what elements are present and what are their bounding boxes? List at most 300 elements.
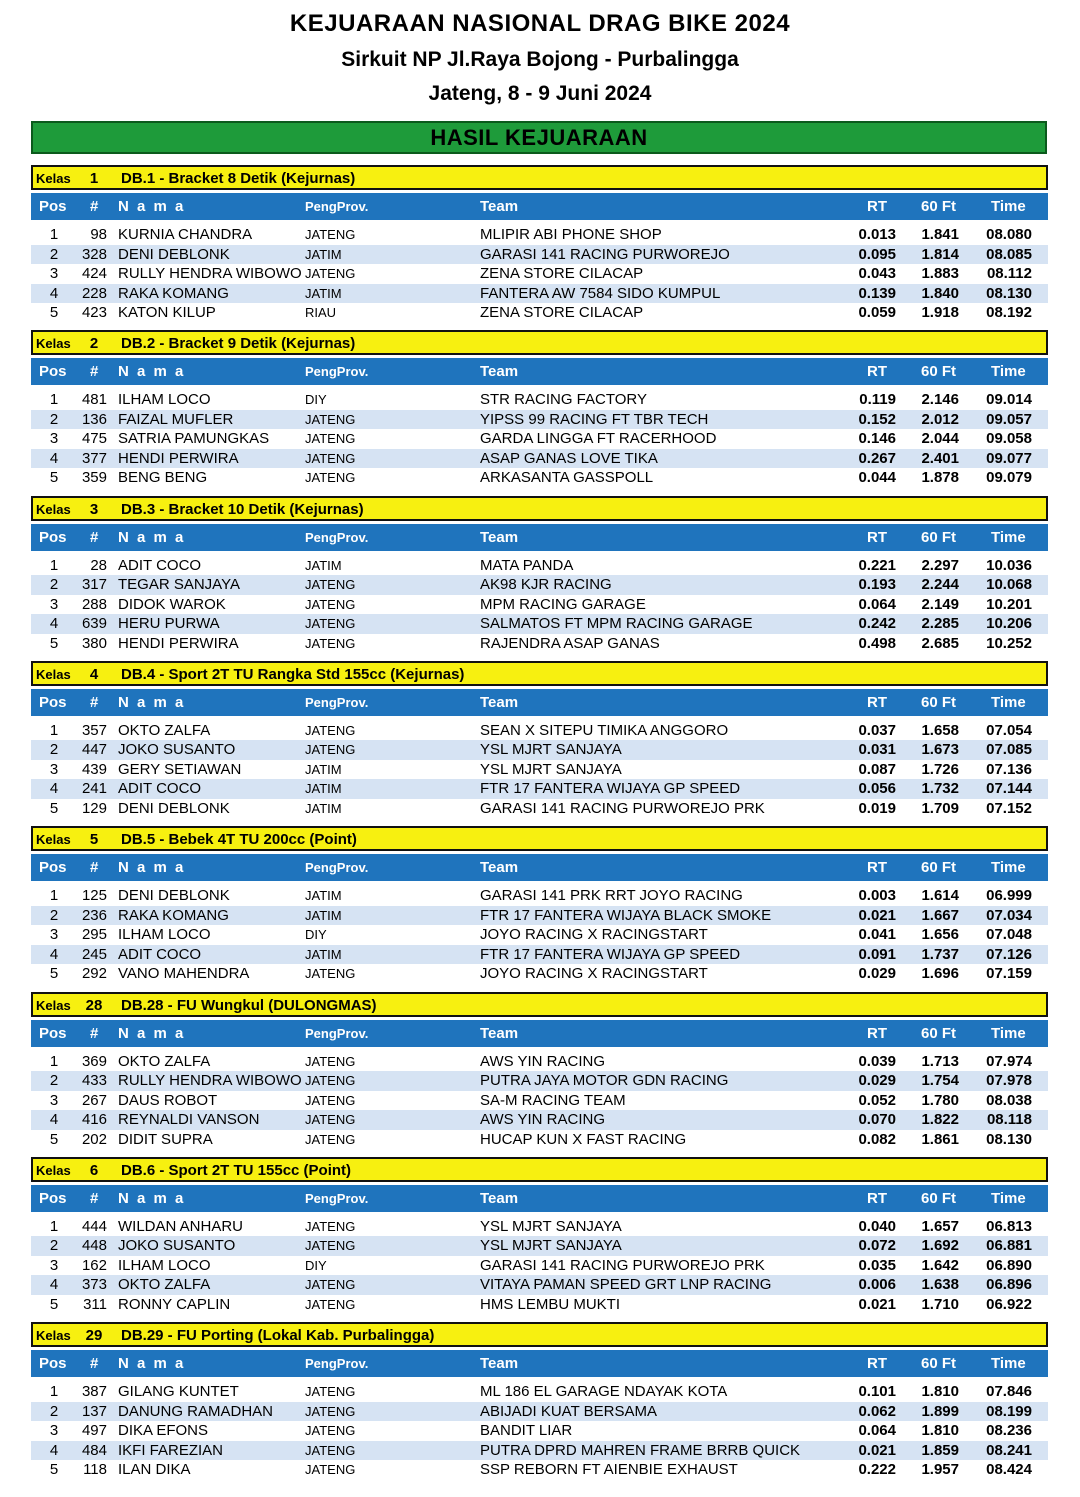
cell-no: 357	[81, 721, 107, 739]
cell-rt: 0.064	[858, 595, 896, 613]
table-row	[31, 1421, 1048, 1441]
cell-pos: 2	[49, 1402, 59, 1420]
cell-rt: 0.021	[858, 906, 896, 924]
cell-rt: 0.146	[858, 430, 896, 448]
kelas-name: DB.3 - Bracket 10 Detik (Kejurnas)	[121, 500, 364, 518]
cell-sixty: 1.673	[921, 741, 959, 759]
cell-nama: DAUS ROBOT	[118, 1091, 218, 1109]
kelas-label: Kelas	[36, 501, 71, 517]
cell-sixty: 1.709	[921, 799, 959, 817]
column-header-pos: Pos	[39, 363, 67, 381]
table-row	[31, 284, 1048, 304]
cell-team: ZENA STORE CILACAP	[480, 304, 644, 321]
cell-prov: JATIM	[305, 800, 342, 816]
cell-time: 07.054	[986, 721, 1032, 739]
cell-sixty: 1.696	[921, 965, 959, 983]
cell-prov: JATENG	[305, 1442, 356, 1458]
cell-prov: JATENG	[305, 1403, 356, 1419]
cell-pos: 3	[49, 1256, 59, 1274]
cell-prov: JATIM	[305, 557, 342, 573]
column-header-sixty: 60 Ft	[921, 363, 957, 381]
column-header-sixty: 60 Ft	[921, 198, 957, 215]
column-header-nama: N a m a	[118, 198, 186, 215]
cell-rt: 0.064	[858, 1422, 896, 1440]
table-header-row	[31, 1185, 1048, 1212]
cell-rt: 0.029	[858, 965, 896, 983]
column-header-rt: RT	[867, 1024, 887, 1042]
cell-no: 328	[81, 245, 107, 263]
cell-nama: WILDAN ANHARU	[118, 1217, 244, 1235]
cell-nama: TEGAR SANJAYA	[118, 576, 240, 594]
column-header-rt: RT	[867, 859, 887, 877]
cell-team: FTR 17 FANTERA WIJAYA GP SPEED	[480, 780, 741, 798]
cell-pos: 1	[49, 226, 59, 243]
class-section	[31, 496, 1048, 652]
cell-time: 08.424	[986, 1461, 1032, 1479]
column-header-prov: PengProv.	[305, 1190, 369, 1206]
cell-rt: 0.222	[858, 1461, 896, 1479]
cell-team: GARASI 141 RACING PURWOREJO PRK	[480, 1256, 765, 1274]
cell-time: 07.085	[986, 741, 1032, 759]
cell-nama: DANUNG RAMADHAN	[118, 1402, 274, 1420]
cell-prov: JATENG	[305, 431, 356, 447]
cell-time: 06.999	[986, 887, 1032, 905]
cell-time: 06.922	[986, 1295, 1032, 1313]
kelas-bar	[31, 1157, 1048, 1182]
table-row	[31, 1071, 1048, 1091]
cell-rt: 0.035	[858, 1256, 896, 1274]
cell-sixty: 2.401	[921, 449, 959, 467]
table-header-row	[31, 1020, 1048, 1047]
cell-pos: 2	[49, 410, 59, 428]
column-header-nama: N a m a	[118, 859, 186, 877]
table-row	[31, 886, 1048, 906]
cell-no: 423	[81, 304, 107, 321]
cell-prov: JATENG	[305, 227, 356, 242]
cell-team: GARASI 141 RACING PURWOREJO PRK	[480, 799, 765, 817]
cell-team: SA-M RACING TEAM	[480, 1091, 626, 1109]
cell-nama: DENI DEBLONK	[118, 887, 230, 905]
cell-pos: 5	[49, 965, 59, 983]
cell-sixty: 2.012	[921, 410, 959, 428]
cell-no: 424	[81, 265, 107, 282]
cell-rt: 0.087	[858, 760, 896, 778]
cell-no: 98	[90, 226, 107, 243]
cell-team: YSL MJRT SANJAYA	[480, 741, 622, 759]
event-date: Jateng, 8 - 9 Juni 2024	[428, 82, 652, 105]
cell-sixty: 1.658	[921, 721, 959, 739]
class-section	[31, 330, 1048, 486]
cell-team: BANDIT LIAR	[480, 1422, 573, 1440]
cell-nama: OKTO ZALFA	[118, 1052, 211, 1070]
column-header-time: Time	[991, 198, 1026, 215]
column-header-prov: PengProv.	[305, 1356, 369, 1372]
cell-sixty: 1.710	[921, 1295, 959, 1313]
cell-rt: 0.039	[858, 1052, 896, 1070]
cell-no: 241	[81, 780, 107, 798]
cell-pos: 3	[49, 595, 59, 613]
cell-time: 07.034	[986, 906, 1032, 924]
cell-pos: 3	[49, 1422, 59, 1440]
table-row	[31, 1256, 1048, 1276]
kelas-label: Kelas	[36, 336, 71, 352]
cell-team: AWS YIN RACING	[480, 1111, 606, 1128]
cell-prov: JATENG	[305, 1277, 356, 1293]
kelas-label: Kelas	[36, 1328, 71, 1344]
cell-nama: RULLY HENDRA WIBOWO	[118, 1072, 302, 1089]
cell-prov: JATENG	[305, 1073, 356, 1088]
cell-pos: 1	[49, 1052, 59, 1070]
cell-team: YIPSS 99 RACING FT TBR TECH	[480, 410, 709, 428]
cell-time: 08.085	[986, 245, 1032, 263]
cell-prov: JATIM	[305, 946, 342, 962]
cell-pos: 2	[49, 245, 59, 263]
cell-time: 07.126	[986, 945, 1032, 963]
cell-pos: 2	[49, 1072, 59, 1089]
column-header-time: Time	[991, 1189, 1026, 1207]
cell-pos: 5	[49, 304, 59, 321]
cell-rt: 0.139	[858, 284, 896, 302]
cell-time: 07.978	[986, 1072, 1032, 1089]
cell-nama: ILHAM LOCO	[118, 926, 211, 944]
column-header-team: Team	[480, 1189, 519, 1207]
cell-team: GARASI 141 RACING PURWOREJO	[480, 245, 730, 263]
cell-nama: KURNIA CHANDRA	[118, 226, 253, 243]
cell-team: SSP REBORN FT AIENBIE EXHAUST	[480, 1461, 738, 1479]
class-section	[31, 992, 1048, 1148]
column-header-pos: Pos	[39, 859, 67, 877]
cell-rt: 0.070	[858, 1111, 896, 1128]
event-title: KEJUARAAN NASIONAL DRAG BIKE 2024	[289, 10, 791, 37]
cell-no: 317	[81, 576, 107, 594]
table-row	[31, 1402, 1048, 1422]
column-header-sixty: 60 Ft	[921, 1355, 957, 1373]
table-row	[31, 1441, 1048, 1461]
cell-pos: 1	[49, 721, 59, 739]
cell-nama: RULLY HENDRA WIBOWO	[118, 265, 302, 282]
table-row	[31, 1217, 1048, 1237]
cell-team: GARDA LINGGA FT RACERHOOD	[480, 430, 717, 448]
cell-team: JOYO RACING X RACINGSTART	[480, 926, 708, 944]
cell-nama: ILHAM LOCO	[118, 1256, 211, 1274]
cell-prov: JATENG	[305, 635, 356, 651]
cell-no: 311	[83, 1295, 107, 1313]
cell-no: 359	[81, 469, 107, 487]
cell-no: 267	[81, 1091, 107, 1109]
column-header-time: Time	[991, 693, 1026, 711]
cell-sixty: 2.285	[921, 615, 959, 633]
event-venue: Sirkuit NP Jl.Raya Bojong - Purbalingga	[341, 48, 739, 71]
cell-no: 447	[81, 741, 107, 759]
table-row	[31, 410, 1048, 430]
cell-nama: ILAN DIKA	[118, 1461, 191, 1479]
cell-rt: 0.041	[858, 926, 896, 944]
kelas-bar	[31, 1322, 1048, 1347]
cell-time: 08.241	[986, 1441, 1032, 1459]
table-row	[31, 721, 1048, 741]
column-header-nama: N a m a	[118, 1355, 186, 1373]
cell-sixty: 1.822	[921, 1111, 959, 1128]
column-header-no: #	[90, 859, 99, 877]
cell-pos: 5	[49, 1461, 59, 1479]
table-row	[31, 906, 1048, 926]
table-row	[31, 1091, 1048, 1111]
kelas-bar	[31, 661, 1048, 686]
cell-prov: JATENG	[305, 266, 356, 281]
cell-pos: 4	[49, 615, 59, 633]
cell-prov: JATENG	[305, 1131, 356, 1147]
column-header-prov: PengProv.	[305, 860, 369, 876]
cell-rt: 0.059	[858, 304, 896, 321]
cell-no: 416	[81, 1111, 107, 1128]
cell-team: FTR 17 FANTERA WIJAYA BLACK SMOKE	[480, 906, 772, 924]
cell-no: 292	[81, 965, 107, 983]
column-header-prov: PengProv.	[305, 694, 369, 710]
cell-time: 08.112	[986, 265, 1032, 282]
cell-pos: 3	[49, 265, 59, 282]
column-header-sixty: 60 Ft	[921, 859, 957, 877]
table-row	[31, 760, 1048, 780]
column-header-rt: RT	[867, 1189, 887, 1207]
cell-rt: 0.006	[858, 1276, 896, 1294]
cell-sixty: 2.685	[921, 634, 959, 652]
cell-time: 07.974	[986, 1052, 1032, 1070]
cell-no: 484	[81, 1441, 107, 1459]
table-row	[31, 595, 1048, 615]
cell-prov: JATENG	[305, 1384, 356, 1400]
cell-nama: FAIZAL MUFLER	[118, 410, 234, 428]
cell-sixty: 1.614	[921, 887, 959, 905]
cell-pos: 3	[49, 430, 59, 448]
cell-team: MATA PANDA	[480, 556, 574, 574]
cell-no: 444	[81, 1217, 107, 1235]
cell-sixty: 1.810	[921, 1383, 959, 1401]
cell-nama: ADIT COCO	[118, 556, 202, 574]
cell-pos: 2	[49, 576, 59, 594]
cell-team: HMS LEMBU MUKTI	[480, 1295, 621, 1313]
cell-pos: 3	[49, 760, 59, 778]
kelas-number: 1	[89, 170, 99, 187]
cell-no: 228	[81, 284, 107, 302]
column-header-pos: Pos	[39, 1189, 67, 1207]
column-header-sixty: 60 Ft	[921, 1024, 957, 1042]
cell-time: 10.206	[986, 615, 1032, 633]
cell-team: MLIPIR ABI PHONE SHOP	[480, 226, 662, 243]
cell-nama: HENDI PERWIRA	[118, 449, 239, 467]
cell-nama: IKFI FAREZIAN	[118, 1441, 224, 1459]
cell-pos: 1	[49, 887, 59, 905]
cell-sixty: 1.737	[921, 945, 959, 963]
cell-no: 118	[83, 1461, 107, 1479]
column-header-no: #	[90, 363, 99, 381]
table-header-row	[31, 854, 1048, 881]
column-header-nama: N a m a	[118, 363, 186, 381]
cell-pos: 5	[49, 634, 59, 652]
cell-time: 08.118	[986, 1111, 1032, 1128]
column-header-sixty: 60 Ft	[921, 528, 957, 546]
cell-prov: JATENG	[305, 450, 356, 466]
cell-team: YSL MJRT SANJAYA	[480, 1217, 622, 1235]
cell-team: YSL MJRT SANJAYA	[480, 760, 622, 778]
cell-time: 06.896	[986, 1276, 1032, 1294]
column-header-no: #	[90, 1024, 99, 1042]
cell-no: 295	[81, 926, 107, 944]
cell-team: SALMATOS FT MPM RACING GARAGE	[480, 615, 753, 633]
cell-no: 136	[81, 410, 107, 428]
cell-rt: 0.091	[858, 945, 896, 963]
table-row	[31, 1382, 1048, 1402]
cell-team: FTR 17 FANTERA WIJAYA GP SPEED	[480, 945, 741, 963]
cell-sixty: 1.656	[921, 926, 959, 944]
column-header-no: #	[90, 693, 99, 711]
cell-no: 433	[81, 1072, 107, 1089]
cell-pos: 1	[49, 1383, 59, 1401]
cell-sixty: 2.297	[921, 556, 959, 574]
cell-nama: RAKA KOMANG	[118, 906, 229, 924]
cell-sixty: 1.899	[921, 1402, 959, 1420]
column-header-pos: Pos	[39, 198, 67, 215]
cell-no: 162	[81, 1256, 107, 1274]
cell-nama: GILANG KUNTET	[118, 1383, 239, 1401]
cell-nama: JOKO SUSANTO	[118, 1237, 236, 1255]
kelas-number: 2	[89, 335, 99, 353]
column-header-nama: N a m a	[118, 693, 186, 711]
column-header-team: Team	[480, 1355, 519, 1373]
cell-time: 07.136	[986, 760, 1032, 778]
cell-sixty: 2.244	[921, 576, 959, 594]
cell-no: 369	[81, 1052, 107, 1070]
cell-rt: 0.242	[858, 615, 896, 633]
table-row	[31, 1236, 1048, 1256]
kelas-bar	[31, 992, 1048, 1017]
cell-sixty: 2.149	[921, 595, 959, 613]
cell-rt: 0.040	[858, 1217, 896, 1235]
kelas-label: Kelas	[36, 171, 71, 186]
cell-prov: DIY	[305, 392, 327, 408]
cell-rt: 0.003	[858, 887, 896, 905]
cell-sixty: 1.754	[921, 1072, 959, 1089]
cell-pos: 1	[49, 556, 59, 574]
table-row	[31, 964, 1048, 984]
kelas-number: 29	[85, 1327, 103, 1345]
cell-sixty: 1.780	[921, 1091, 959, 1109]
cell-prov: JATIM	[305, 888, 342, 904]
cell-time: 09.057	[986, 410, 1032, 428]
column-header-rt: RT	[867, 1355, 887, 1373]
cell-team: ML 186 EL GARAGE NDAYAK KOTA	[480, 1383, 728, 1401]
cell-no: 481	[81, 391, 107, 409]
column-header-team: Team	[480, 693, 519, 711]
cell-rt: 0.031	[858, 741, 896, 759]
cell-team: AK98 KJR RACING	[480, 576, 612, 594]
cell-no: 475	[81, 430, 107, 448]
table-row	[31, 264, 1048, 284]
column-header-nama: N a m a	[118, 1189, 186, 1207]
column-header-pos: Pos	[39, 1024, 67, 1042]
cell-no: 439	[81, 760, 107, 778]
cell-pos: 5	[49, 1295, 59, 1313]
cell-rt: 0.082	[858, 1130, 896, 1148]
cell-time: 07.152	[986, 799, 1032, 817]
class-section	[31, 661, 1048, 817]
cell-pos: 2	[49, 906, 59, 924]
cell-time: 09.077	[986, 449, 1032, 467]
cell-time: 09.014	[986, 391, 1032, 409]
kelas-name: DB.2 - Bracket 9 Detik (Kejurnas)	[121, 335, 356, 353]
cell-rt: 0.029	[858, 1072, 896, 1089]
column-header-no: #	[90, 1189, 99, 1207]
kelas-number: 3	[89, 500, 99, 518]
cell-time: 10.201	[986, 595, 1032, 613]
cell-nama: OKTO ZALFA	[118, 1276, 211, 1294]
table-row	[31, 799, 1048, 819]
kelas-label: Kelas	[36, 832, 71, 848]
cell-no: 377	[81, 449, 107, 467]
cell-nama: DENI DEBLONK	[118, 245, 230, 263]
kelas-number: 6	[89, 1161, 99, 1179]
cell-nama: ILHAM LOCO	[118, 391, 211, 409]
cell-nama: VANO MAHENDRA	[118, 965, 250, 983]
cell-pos: 5	[49, 469, 59, 487]
cell-nama: DIDIT SUPRA	[118, 1130, 213, 1148]
cell-sixty: 1.667	[921, 906, 959, 924]
cell-sixty: 1.726	[921, 760, 959, 778]
cell-nama: BENG BENG	[118, 469, 208, 487]
column-header-team: Team	[480, 1024, 519, 1042]
cell-no: 387	[81, 1383, 107, 1401]
kelas-label: Kelas	[36, 666, 71, 682]
kelas-name: DB.6 - Sport 2T TU 155cc (Point)	[121, 1161, 352, 1179]
cell-sixty: 1.861	[921, 1130, 959, 1148]
cell-nama: DIKA EFONS	[118, 1422, 209, 1440]
cell-pos: 2	[49, 1237, 59, 1255]
column-header-time: Time	[991, 1024, 1026, 1042]
cell-rt: 0.119	[859, 391, 896, 409]
cell-nama: RONNY CAPLIN	[118, 1295, 231, 1313]
table-row	[31, 429, 1048, 449]
cell-time: 07.048	[986, 926, 1032, 944]
cell-time: 08.038	[986, 1091, 1032, 1109]
cell-time: 07.846	[986, 1383, 1032, 1401]
cell-nama: REYNALDI VANSON	[118, 1111, 260, 1128]
column-header-pos: Pos	[39, 1355, 67, 1373]
cell-rt: 0.044	[858, 469, 896, 487]
cell-rt: 0.021	[858, 1295, 896, 1313]
cell-sixty: 1.814	[921, 245, 959, 263]
cell-time: 08.130	[986, 284, 1032, 302]
cell-prov: JATENG	[305, 1462, 356, 1478]
cell-pos: 1	[49, 391, 59, 409]
column-header-nama: N a m a	[118, 528, 186, 546]
cell-time: 09.079	[986, 469, 1032, 487]
cell-time: 08.080	[986, 226, 1032, 243]
table-row	[31, 1275, 1048, 1295]
cell-no: 236	[81, 906, 107, 924]
cell-prov: JATENG	[305, 616, 356, 632]
cell-sixty: 1.883	[921, 265, 959, 282]
cell-rt: 0.056	[858, 780, 896, 798]
cell-team: ABIJADI KUAT BERSAMA	[480, 1402, 657, 1420]
cell-pos: 4	[49, 1276, 59, 1294]
cell-nama: GERY SETIAWAN	[118, 760, 242, 778]
kelas-name: DB.4 - Sport 2T TU Rangka Std 155cc (Kejurnas)	[121, 665, 465, 683]
cell-team: PUTRA JAYA MOTOR GDN RACING	[480, 1072, 729, 1089]
table-header-row	[31, 358, 1048, 385]
cell-prov: JATIM	[305, 246, 342, 262]
class-section	[31, 826, 1048, 982]
cell-team: AWS YIN RACING	[480, 1052, 606, 1070]
column-header-time: Time	[991, 1355, 1026, 1373]
